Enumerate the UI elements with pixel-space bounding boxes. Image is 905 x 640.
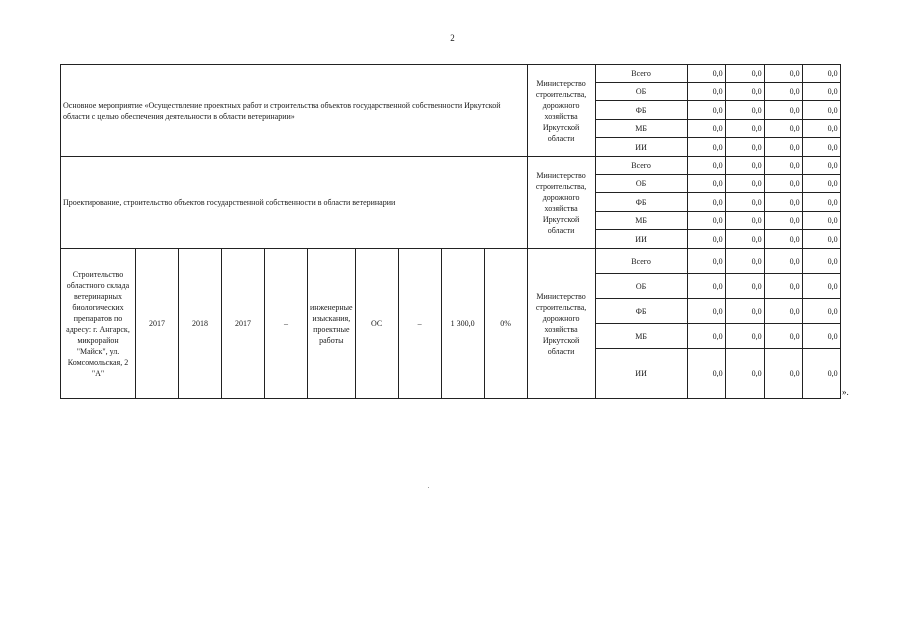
funding-source-cell: Всего [595,65,687,83]
value-cell: 0,0 [725,101,764,120]
value-cell: 0,0 [802,324,840,349]
closing-quote-mark: ». [842,387,849,397]
funding-source-cell: ФБ [595,299,687,324]
dash-cell: – [398,249,441,399]
value-cell: 0,0 [687,349,725,399]
value-cell: 0,0 [802,157,840,175]
value-cell: 0,0 [802,83,840,101]
value-cell: 0,0 [802,101,840,120]
value-cell: 0,0 [687,157,725,175]
table-row [61,65,841,83]
value-cell: 0,0 [687,138,725,157]
value-cell: 0,0 [802,349,840,399]
funding-source-cell: ИИ [595,349,687,399]
funding-source-cell: ОБ [595,274,687,299]
funding-source-cell: МБ [595,120,687,138]
funding-source-cell: МБ [595,212,687,230]
funding-source-cell: ОБ [595,175,687,193]
value-cell: 0,0 [687,230,725,249]
value-cell: 0,0 [725,157,764,175]
value-cell: 0,0 [764,212,802,230]
value-cell: 0,0 [687,83,725,101]
value-cell: 0,0 [764,193,802,212]
dash-cell: – [265,249,308,399]
value-cell: 0,0 [725,274,764,299]
program-table [60,64,841,399]
value-cell: 0,0 [725,175,764,193]
value-cell: 0,0 [687,274,725,299]
value-cell: 0,0 [802,65,840,83]
value-cell: 0,0 [802,299,840,324]
funding-source-cell: ОБ [595,83,687,101]
responsible-cell: Министерство строительства, дорожного хозяйства Иркутской области [527,249,595,399]
page-number: 2 [450,33,455,43]
value-cell: 0,0 [687,212,725,230]
value-cell: 0,0 [764,101,802,120]
value-cell: 0,0 [687,193,725,212]
funding-source-cell: Всего [595,249,687,274]
value-cell: 0,0 [764,175,802,193]
value-cell: 0,0 [802,175,840,193]
value-cell: 0,0 [764,324,802,349]
value-cell: 0,0 [764,157,802,175]
value-cell: 0,0 [764,65,802,83]
value-cell: 0,0 [725,349,764,399]
funding-source-cell: ФБ [595,193,687,212]
value-cell: 0,0 [687,249,725,274]
value-cell: 0,0 [802,193,840,212]
value-cell: 0,0 [764,274,802,299]
year-cell: 2017 [222,249,265,399]
value-cell: 0,0 [725,65,764,83]
value-cell: 0,0 [802,230,840,249]
responsible-cell: Министерство строительства, дорожного хозяйства Иркутской области [527,157,595,249]
value-cell: 0,0 [725,83,764,101]
start-year-cell: 2017 [136,249,179,399]
value-cell: 0,0 [725,212,764,230]
value-cell: 0,0 [802,274,840,299]
value-cell: 0,0 [764,299,802,324]
value-cell: 0,0 [802,249,840,274]
value-cell: 0,0 [764,349,802,399]
value-cell: 0,0 [687,120,725,138]
value-cell: 0,0 [764,230,802,249]
table-row [61,249,841,274]
funding-source-cell: ФБ [595,101,687,120]
table-row [61,157,841,175]
code-cell: ОС [355,249,398,399]
funding-source-cell: ИИ [595,230,687,249]
value-cell: 0,0 [802,138,840,157]
value-cell: 0,0 [687,175,725,193]
value-cell: 0,0 [687,299,725,324]
scan-speck [428,487,429,488]
main-activity-cell: Основное мероприятие «Осуществление проектных работ и строительства объектов государственной собственности Иркутской области с целью обеспечения деятельности в области ветеринарии» [61,65,528,157]
value-cell: 0,0 [687,324,725,349]
value-cell: 0,0 [725,249,764,274]
funding-source-cell: Всего [595,157,687,175]
value-cell: 0,0 [725,138,764,157]
value-cell: 0,0 [764,120,802,138]
responsible-cell: Министерство строительства, дорожного хозяйства Иркутской области [527,65,595,157]
value-cell: 0,0 [764,138,802,157]
funding-source-cell: МБ [595,324,687,349]
value-cell: 0,0 [687,65,725,83]
object-name-cell: Строительство областного склада ветеринарных биологических препаратов по адресу: г. Ангарск, микрорайон "Майск", ул. Комсомольская, 2 "А" [61,249,136,399]
value-cell: 0,0 [725,230,764,249]
value-cell: 0,0 [802,212,840,230]
value-cell: 0,0 [725,324,764,349]
readiness-cell: 0% [484,249,527,399]
activity-cell: Проектирование, строительство объектов государственной собственности в области ветеринарии [61,157,528,249]
value-cell: 0,0 [802,120,840,138]
end-year-cell: 2018 [179,249,222,399]
value-cell: 0,0 [725,120,764,138]
funding-source-cell: ИИ [595,138,687,157]
value-cell: 0,0 [764,83,802,101]
value-cell: 0,0 [725,299,764,324]
work-type-cell: инженерные изыскания, проектные работы [308,249,356,399]
value-cell: 0,0 [687,101,725,120]
value-cell: 0,0 [725,193,764,212]
value-cell: 0,0 [764,249,802,274]
cost-cell: 1 300,0 [441,249,484,399]
